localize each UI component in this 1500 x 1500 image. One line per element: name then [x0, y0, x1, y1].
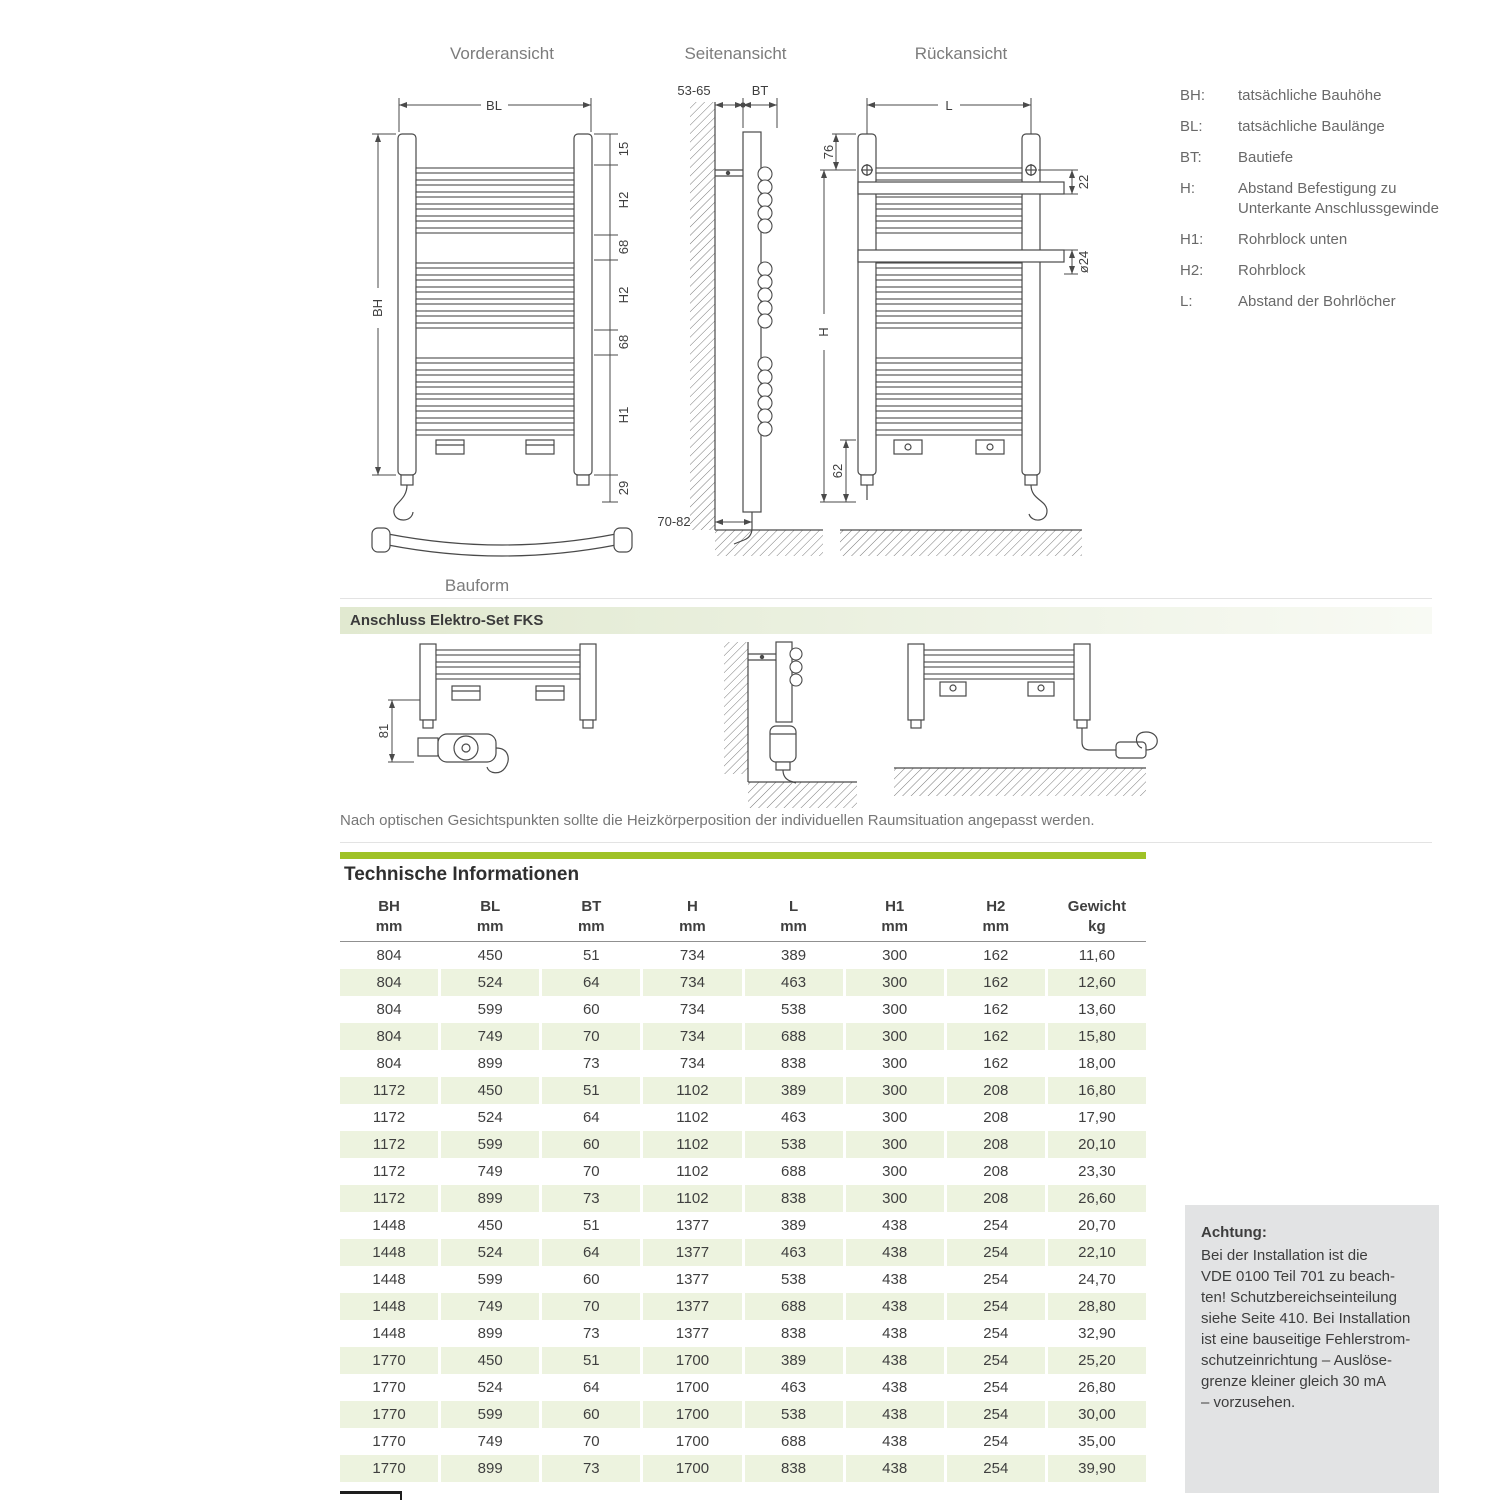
radiator-side-profile — [715, 132, 772, 544]
table-cell: 599 — [441, 1131, 539, 1158]
dim-label-floor-distance: 70-82 — [657, 514, 691, 529]
table-row — [340, 969, 1146, 996]
table-row — [340, 1455, 1146, 1482]
table-cell: 463 — [745, 1239, 843, 1266]
table-cell: 300 — [846, 1023, 944, 1050]
legend-item — [1180, 86, 1456, 106]
rear-dims-left — [816, 134, 856, 502]
table-row — [340, 1158, 1146, 1185]
front-dim-bh — [370, 134, 396, 475]
spec-head-row — [340, 894, 1146, 918]
table-cell: 538 — [781, 1271, 807, 1288]
notice-line: ist eine bauseitige Fehlerstrom- — [1201, 1331, 1411, 1348]
table-cell: 1700 — [643, 1455, 741, 1482]
table-cell: 538 — [745, 1131, 843, 1158]
legend-item — [1180, 117, 1456, 137]
table-cell: 1700 — [675, 1379, 710, 1396]
table-cell: 208 — [947, 1185, 1045, 1212]
elektro-rear-drawing — [878, 642, 1173, 814]
table-cell: 300 — [882, 1109, 908, 1126]
front-view-drawing — [352, 82, 652, 560]
table-cell: 463 — [781, 1379, 807, 1396]
table-cell: 389 — [745, 1077, 843, 1104]
radiator-bottom-side — [748, 642, 802, 722]
table-cell: 538 — [745, 1401, 843, 1428]
table-cell: 208 — [947, 1077, 1045, 1104]
table-cell: 70 — [582, 1433, 600, 1450]
table-cell: 73 — [582, 1325, 600, 1342]
table-cell: 11,60 — [1078, 947, 1116, 964]
table-cell: 51 — [542, 1077, 640, 1104]
table-cell: 804 — [376, 947, 402, 964]
wall-hatch — [690, 102, 715, 530]
accent-bar — [340, 852, 1146, 859]
table-cell: 254 — [947, 1239, 1045, 1266]
dim-label-h2b: H2 — [616, 286, 631, 304]
table-cell: 24,70 — [1078, 1271, 1116, 1288]
floor-hatch — [715, 530, 823, 556]
table-cell: 1770 — [372, 1433, 406, 1450]
wall-hatch — [724, 642, 748, 782]
table-cell: 18,00 — [1078, 1055, 1116, 1072]
table-row — [340, 1401, 1146, 1428]
table-cell: 300 — [882, 1163, 908, 1180]
table-cell: 1770 — [372, 1379, 406, 1396]
table-cell: 389 — [781, 1217, 807, 1234]
table-cell: 599 — [441, 1401, 539, 1428]
table-cell: 688 — [781, 1433, 807, 1450]
legend-term: H2: — [1180, 262, 1204, 279]
table-row — [340, 1293, 1146, 1320]
table-cell: 1102 — [643, 1185, 741, 1212]
table-row — [340, 1023, 1146, 1050]
table-cell: 1700 — [643, 1401, 741, 1428]
table-row — [340, 1347, 1146, 1374]
table-cell: 688 — [745, 1293, 843, 1320]
table-cell: 1377 — [643, 1293, 741, 1320]
table-row — [340, 942, 1146, 969]
table-row — [340, 1428, 1146, 1455]
table-cell: 538 — [781, 1001, 807, 1018]
cable-loop — [1136, 732, 1157, 750]
table-cell: 1377 — [675, 1217, 710, 1234]
table-cell: 23,30 — [1078, 1163, 1116, 1180]
table-cell: 438 — [846, 1293, 944, 1320]
table-cell: 300 — [846, 1077, 944, 1104]
dim-label-l: L — [945, 98, 953, 113]
spec-table — [340, 894, 1146, 1482]
legend-item — [1180, 179, 1456, 219]
radiator-rear-body — [858, 134, 1064, 520]
legend-term: BL: — [1180, 118, 1203, 135]
table-cell: 1172 — [340, 1131, 438, 1158]
table-row — [340, 996, 1146, 1023]
table-cell: 208 — [983, 1109, 1009, 1126]
table-cell: 804 — [340, 969, 438, 996]
table-cell: 524 — [477, 1109, 503, 1126]
legend-term: H: — [1180, 180, 1195, 197]
table-cell: 51 — [542, 1347, 640, 1374]
table-cell: 13,60 — [1078, 1001, 1116, 1018]
table-cell: 1102 — [676, 1109, 709, 1126]
table-cell: 389 — [745, 1347, 843, 1374]
table-cell: 60 — [582, 1001, 600, 1018]
table-cell: 1448 — [340, 1239, 438, 1266]
column-header: Gewicht — [1067, 898, 1127, 915]
dim-label-bl: BL — [486, 98, 502, 113]
table-cell: 1448 — [372, 1271, 406, 1288]
page-bottom-tick — [400, 1491, 402, 1500]
column-header: H — [687, 898, 698, 915]
radiator-bottom-rear — [908, 644, 1090, 728]
table-cell: 60 — [542, 1131, 640, 1158]
table-cell: 70 — [542, 1293, 640, 1320]
table-cell: 838 — [781, 1055, 807, 1072]
table-cell: 734 — [679, 1001, 705, 1018]
table-row — [340, 1050, 1146, 1077]
table-cell: 1448 — [372, 1217, 406, 1234]
table-cell: 804 — [340, 1023, 438, 1050]
table-cell: 1172 — [340, 1185, 438, 1212]
table-cell: 32,90 — [1078, 1325, 1116, 1342]
table-cell: 599 — [477, 1271, 503, 1288]
legend-def: Abstand der Bohrlöcher — [1238, 293, 1396, 310]
fks-element-side — [770, 726, 796, 783]
table-cell: 16,80 — [1048, 1077, 1146, 1104]
column-header: L — [788, 898, 799, 915]
table-cell: 28,80 — [1048, 1293, 1146, 1320]
column-header: H2 — [986, 898, 1006, 915]
table-cell: 1770 — [340, 1347, 438, 1374]
table-row — [340, 1185, 1146, 1212]
table-row — [340, 1239, 1146, 1266]
side-view-drawing — [648, 82, 823, 560]
spec-table-body — [340, 942, 1146, 1482]
table-title: Technische Informationen — [344, 864, 580, 885]
table-cell: 524 — [477, 1379, 503, 1396]
notice-line: siehe Seite 410. Bei Installation — [1201, 1310, 1411, 1327]
table-cell: 734 — [643, 969, 741, 996]
notice-line: schutzeinrichtung – Auslöse- — [1201, 1352, 1392, 1369]
table-cell: 438 — [882, 1217, 908, 1234]
table-cell: 60 — [542, 1401, 640, 1428]
dimension-legend — [1180, 86, 1456, 323]
fks-element — [418, 734, 508, 773]
table-cell: 300 — [846, 1131, 944, 1158]
table-row — [340, 1266, 1146, 1293]
table-cell: 389 — [781, 947, 807, 964]
table-cell: 749 — [477, 1433, 503, 1450]
elektro-section-header: Anschluss Elektro-Set FKS — [340, 607, 1432, 634]
table-cell: 1770 — [340, 1455, 438, 1482]
side-view-title: Seitenansicht — [684, 44, 787, 63]
front-view-title: Vorderansicht — [450, 44, 554, 63]
table-cell: 12,60 — [1048, 969, 1146, 996]
table-cell: 51 — [582, 1217, 600, 1234]
table-cell: 438 — [846, 1347, 944, 1374]
table-cell: 463 — [745, 969, 843, 996]
notice-line: Bei der Installation ist die — [1201, 1247, 1368, 1264]
legend-def: tatsächliche Baulänge — [1238, 118, 1385, 135]
table-cell: 254 — [983, 1325, 1009, 1342]
rear-view-drawing — [816, 82, 1106, 560]
legend-def: Abstand Befestigung zu Unterkante Anschlussgewinde — [1238, 180, 1439, 217]
legend-def: tatsächliche Bauhöhe — [1238, 87, 1382, 104]
table-row — [340, 1104, 1146, 1131]
table-cell: 838 — [745, 1185, 843, 1212]
spec-unit-row — [340, 918, 1146, 942]
section-rule-mid — [340, 842, 1432, 843]
floor-hatch — [894, 768, 1146, 796]
table-cell: 254 — [947, 1455, 1045, 1482]
table-cell: 254 — [983, 1217, 1009, 1234]
elektro-side-drawing — [712, 642, 857, 814]
table-cell: 73 — [542, 1455, 640, 1482]
column-unit: mm — [375, 918, 403, 935]
column-unit: mm — [476, 918, 504, 935]
legend-term: H1: — [1180, 231, 1204, 248]
page-bottom-rule — [340, 1491, 402, 1494]
dim-label-h2: H2 — [616, 191, 631, 209]
table-row — [340, 1320, 1146, 1347]
table-cell: 734 — [643, 1023, 741, 1050]
notice-line: grenze kleiner gleich 30 mA — [1201, 1373, 1387, 1390]
table-cell: 749 — [441, 1293, 539, 1320]
table-cell: 26,60 — [1048, 1185, 1146, 1212]
table-cell: 70 — [542, 1023, 640, 1050]
table-cell: 300 — [882, 947, 908, 964]
table-cell: 26,80 — [1078, 1379, 1116, 1396]
table-cell: 1172 — [372, 1163, 406, 1180]
column-unit: mm — [679, 918, 706, 935]
legend-term: BT: — [1180, 149, 1202, 166]
table-cell: 162 — [983, 1055, 1009, 1072]
notice-line: ten! Schutzbereichseinteilung — [1201, 1289, 1397, 1306]
front-dim-bl — [399, 96, 591, 132]
table-cell: 20,10 — [1048, 1131, 1146, 1158]
dim-label-dia24: ø24 — [1076, 250, 1091, 274]
table-cell: 749 — [441, 1023, 539, 1050]
table-cell: 64 — [582, 1379, 600, 1396]
table-cell: 254 — [947, 1293, 1045, 1320]
legend-item — [1180, 230, 1456, 250]
table-cell: 804 — [376, 1001, 402, 1018]
elektro-front-drawing — [358, 642, 658, 814]
table-cell: 300 — [846, 1185, 944, 1212]
table-row — [340, 1131, 1146, 1158]
table-cell: 1172 — [340, 1077, 438, 1104]
table-cell: 688 — [745, 1023, 843, 1050]
table-cell: 300 — [882, 1055, 908, 1072]
dim-label-68b: 68 — [616, 334, 631, 350]
legend-term: L: — [1180, 293, 1193, 310]
front-dim-chain — [594, 134, 631, 502]
table-row — [340, 1374, 1146, 1401]
table-cell: 1102 — [643, 1077, 741, 1104]
table-cell: 60 — [582, 1271, 600, 1288]
fks-cable-connection — [1082, 728, 1157, 758]
table-cell: 254 — [983, 1433, 1009, 1450]
column-header: BL — [480, 898, 501, 915]
table-cell: 300 — [846, 969, 944, 996]
table-cell: 64 — [542, 969, 640, 996]
rear-floor-hatch — [840, 530, 1082, 556]
table-cell: 438 — [882, 1433, 908, 1450]
table-cell: 162 — [983, 1001, 1009, 1018]
dim-label-22: 22 — [1076, 174, 1091, 190]
table-cell: 1700 — [643, 1347, 741, 1374]
legend-item — [1180, 148, 1456, 168]
dim-label-h: H — [816, 327, 831, 337]
table-cell: 30,00 — [1048, 1401, 1146, 1428]
column-header: BT — [581, 898, 602, 915]
dim-label-wall-distance: 53-65 — [677, 83, 711, 98]
table-cell: 838 — [781, 1325, 807, 1342]
table-cell: 254 — [983, 1379, 1009, 1396]
table-cell: 51 — [582, 947, 600, 964]
dim-label-81: 81 — [376, 723, 391, 739]
column-unit: mm — [577, 918, 605, 935]
bauform-label: Bauform — [444, 576, 510, 595]
table-cell: 450 — [441, 1347, 539, 1374]
table-cell: 64 — [542, 1239, 640, 1266]
cable-hook — [1029, 485, 1047, 520]
legend-term: BH: — [1180, 87, 1206, 104]
table-cell: 1102 — [676, 1163, 709, 1180]
table-cell: 899 — [441, 1455, 539, 1482]
dim-label-h1: H1 — [616, 406, 631, 424]
section-rule-top — [340, 598, 1432, 599]
bauform-drawing — [352, 514, 652, 572]
table-cell: 734 — [679, 947, 705, 964]
table-cell: 524 — [441, 1239, 539, 1266]
table-cell: 438 — [882, 1379, 908, 1396]
table-cell: 438 — [882, 1325, 908, 1342]
element-cable — [783, 770, 796, 783]
table-cell: 254 — [947, 1401, 1045, 1428]
table-cell: 254 — [983, 1271, 1009, 1288]
table-cell: 254 — [947, 1347, 1045, 1374]
table-cell: 838 — [745, 1455, 843, 1482]
table-cell: 1172 — [372, 1109, 406, 1126]
table-cell: 1377 — [675, 1325, 710, 1342]
table-cell: 35,00 — [1078, 1433, 1116, 1450]
legend-def: Rohrblock — [1238, 262, 1306, 279]
rear-dim-l — [867, 96, 1031, 162]
table-cell: 1377 — [643, 1239, 741, 1266]
elektro-dim-81 — [376, 700, 420, 762]
table-cell: 162 — [947, 1023, 1045, 1050]
legend-def: Rohrblock unten — [1238, 231, 1348, 248]
dim-label-bh: BH — [370, 298, 385, 318]
notice-line: VDE 0100 Teil 701 zu beach- — [1201, 1268, 1396, 1285]
column-unit: mm — [780, 918, 807, 935]
table-cell: 39,90 — [1048, 1455, 1146, 1482]
table-cell: 734 — [679, 1055, 705, 1072]
table-cell: 22,10 — [1048, 1239, 1146, 1266]
table-cell: 1448 — [340, 1293, 438, 1320]
column-unit: mm — [982, 918, 1010, 935]
dim-label-bt: BT — [751, 83, 769, 98]
table-cell: 438 — [846, 1239, 944, 1266]
table-cell: 599 — [477, 1001, 503, 1018]
notice-title: Achtung: — [1201, 1224, 1267, 1241]
table-cell: 1448 — [372, 1325, 406, 1342]
table-cell: 25,20 — [1048, 1347, 1146, 1374]
table-cell: 73 — [582, 1055, 600, 1072]
column-unit: kg — [1088, 918, 1106, 935]
table-cell: 20,70 — [1078, 1217, 1116, 1234]
legend-def: Bautiefe — [1238, 149, 1294, 166]
table-cell: 899 — [441, 1185, 539, 1212]
table-cell: 70 — [582, 1163, 600, 1180]
column-header: H1 — [885, 898, 905, 915]
notice-box — [1185, 1205, 1439, 1493]
table-cell: 162 — [983, 947, 1009, 964]
table-cell: 208 — [947, 1131, 1045, 1158]
table-cell: 438 — [846, 1455, 944, 1482]
floor-hatch — [748, 782, 857, 808]
notice-line: – vorzusehen. — [1201, 1394, 1296, 1411]
table-cell: 749 — [477, 1163, 503, 1180]
radiator-front-body — [394, 134, 592, 520]
table-cell: 804 — [376, 1055, 402, 1072]
table-cell: 162 — [947, 969, 1045, 996]
table-row — [340, 1212, 1146, 1239]
table-cell: 899 — [477, 1325, 503, 1342]
table-cell: 208 — [983, 1163, 1009, 1180]
table-cell: 438 — [846, 1401, 944, 1428]
radiator-bottom-front — [420, 644, 596, 728]
rear-view-title: Rückansicht — [914, 44, 1008, 63]
dim-label-29: 29 — [616, 480, 631, 496]
table-cell: 300 — [882, 1001, 908, 1018]
table-cell: 688 — [781, 1163, 807, 1180]
table-cell: 450 — [477, 947, 503, 964]
table-cell: 524 — [441, 969, 539, 996]
table-cell: 438 — [882, 1271, 908, 1288]
table-cell: 17,90 — [1078, 1109, 1116, 1126]
positioning-caption: Nach optischen Gesichtspunkten sollte die Heizkörperposition der individuellen Raumsituation angepasst werden. — [340, 812, 1095, 829]
legend-item — [1180, 292, 1456, 312]
table-cell: 1700 — [675, 1433, 710, 1450]
table-cell: 64 — [582, 1109, 600, 1126]
table-cell: 15,80 — [1048, 1023, 1146, 1050]
table-cell: 1770 — [340, 1401, 438, 1428]
dim-label-68: 68 — [616, 239, 631, 255]
table-cell: 73 — [542, 1185, 640, 1212]
table-cell: 1377 — [675, 1271, 710, 1288]
column-unit: mm — [881, 918, 909, 935]
table-row — [340, 1077, 1146, 1104]
column-header: BH — [378, 898, 400, 915]
table-cell: 463 — [781, 1109, 807, 1126]
dim-label-62: 62 — [830, 463, 845, 479]
legend-item — [1180, 261, 1456, 281]
table-cell: 1102 — [643, 1131, 741, 1158]
dim-label-15: 15 — [616, 141, 631, 157]
table-cell: 450 — [441, 1077, 539, 1104]
table-cell: 899 — [477, 1055, 503, 1072]
dim-label-76: 76 — [821, 144, 836, 160]
table-cell: 450 — [477, 1217, 503, 1234]
